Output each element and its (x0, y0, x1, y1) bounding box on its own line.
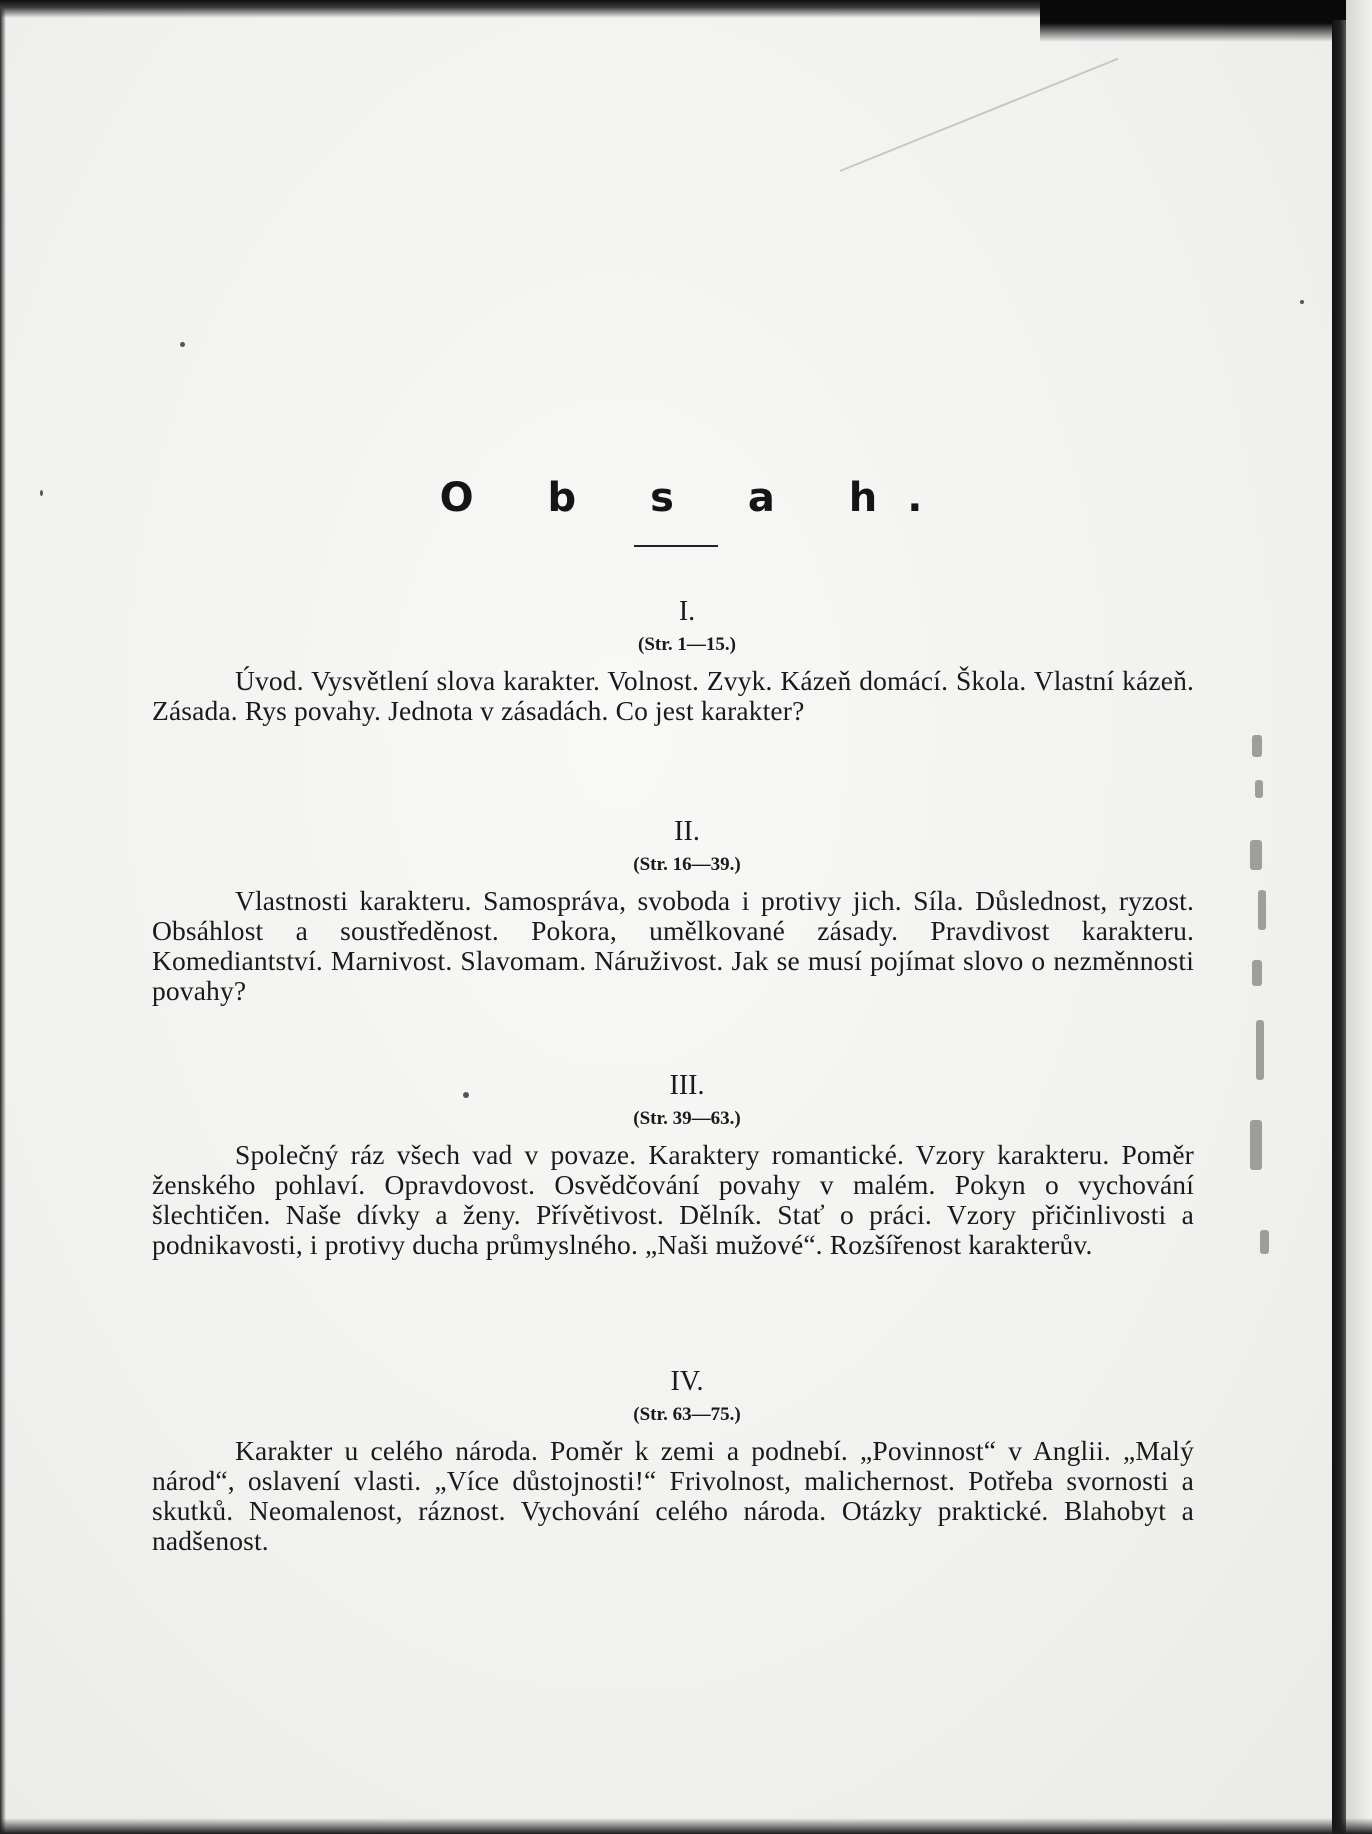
show-through-mark (1252, 735, 1262, 757)
show-through-mark (1250, 840, 1262, 870)
section-page-range: (Str. 39—63.) (633, 1108, 741, 1129)
show-through-mark (1256, 1020, 1264, 1080)
section-numeral: IV. (670, 1366, 704, 1397)
show-through-mark (1260, 1230, 1269, 1254)
show-through-mark (1252, 960, 1262, 986)
toc-section-1 (152, 596, 1194, 726)
show-through-mark (1250, 1120, 1262, 1170)
section-summary: Společný ráz všech vad v povaze. Karaktery romantické. Vzory karakteru. Poměr ženského pohlaví. Opravdovost. Osvědčování povahy v malém. Pokyn o vychování šlechtičen. Naše dívky a ženy. Přívětivost. Dělník. Stať o práci. Vzory přičinlivosti a podnikavosti, i protivy ducha průmyslného. „Naši mužové“. Rozšířenost karakterův. (152, 1139, 1194, 1260)
toc-section-4 (152, 1366, 1194, 1556)
ink-speck (1300, 300, 1304, 304)
section-summary: Karakter u celého národa. Poměr k zemi a podnebí. „Povinnost“ v Anglii. „Malý národ“, oslavení vlasti. „Více důstojnosti!“ Frivolnost, malichernost. Potřeba svornosti a skutků. Neomalenost, ráznost. Vychování celého národa. Otázky praktické. Blahobyt a nadšenost. (152, 1435, 1194, 1556)
scan-left-edge (0, 0, 6, 1834)
ink-speck (180, 342, 185, 347)
section-numeral: III. (669, 1070, 705, 1101)
section-page-range: (Str. 1—15.) (638, 634, 736, 655)
page-title: O b s a h. (439, 475, 953, 521)
section-summary: Úvod. Vysvětlení slova karakter. Volnost. Zvyk. Kázeň domácí. Škola. Vlastní kázeň. Zásada. Rys povahy. Jednota v zásadách. Co jest karakter? (152, 665, 1194, 726)
scan-top-right-shadow (1040, 0, 1372, 42)
section-page-range: (Str. 16—39.) (633, 854, 741, 875)
show-through-mark (1258, 890, 1266, 930)
scan-binding-edge (1332, 20, 1346, 1834)
scan-bottom-edge (0, 1818, 1372, 1834)
section-summary: Vlastnosti karakteru. Samospráva, svoboda i protivy jich. Síla. Důslednost, ryzost. Obsáhlost a soustředěnost. Pokora, umělkované zásady. Pravdivost karakteru. Komediantství. Marnivost. Slavomam. Náruživost. Jak se musí pojímat slovo o nezměnnosti povahy? (152, 885, 1194, 1006)
scan-right-margin (1346, 0, 1372, 1834)
toc-section-3 (152, 1070, 1194, 1260)
show-through-mark (1255, 780, 1263, 798)
section-numeral: I. (678, 596, 696, 627)
section-page-range: (Str. 63—75.) (633, 1404, 741, 1425)
title-rule (634, 545, 718, 547)
section-numeral: II. (674, 816, 700, 847)
toc-section-2 (152, 816, 1194, 1006)
paper-crease (840, 58, 1119, 172)
